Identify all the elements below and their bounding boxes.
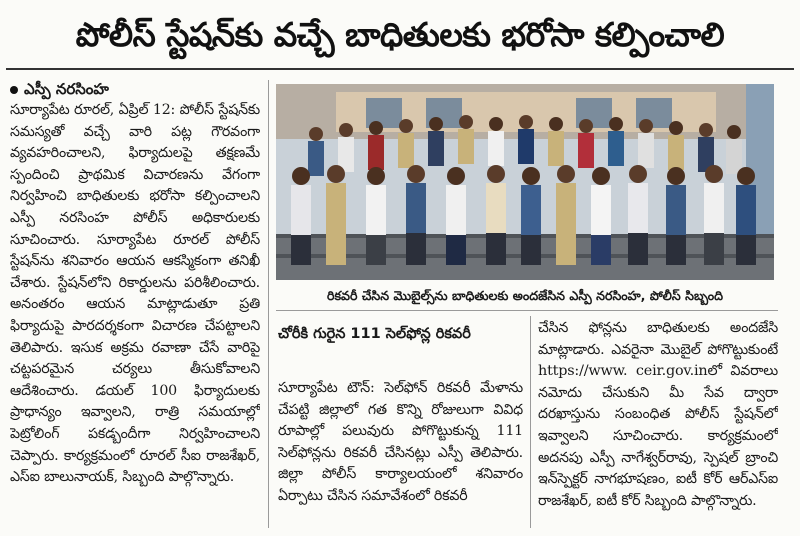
subheadline: చోరీకి గురైన 111 సెల్‌ఫోన్ల రికవరీ xyxy=(278,326,471,342)
byline-text: ఎస్పీ నరసింహ xyxy=(24,80,109,98)
headline-rule xyxy=(6,68,794,70)
news-photo xyxy=(276,84,774,280)
byline xyxy=(10,80,260,102)
photo-caption: రికవరీ చేసిన మొబైల్స్‌ను బాధితులకు అందజేసిన ఎస్పీ నరసింహ, పోలీస్ సిబ్బంది xyxy=(327,288,723,303)
column-2-text: సూర్యాపేట టౌన్: సెల్‌ఫోన్ రికవరీ మేళాను చేపట్టి జిల్లాలో గత కొన్ని రోజులుగా వివిధ రూపాల్లో పలువురు పోగొట్టుకున్న 111 సెల్‌ఫోన్లను రికవరీ చేసినట్లు ఎస్పీ తెలిపారు. జిల్లా పోలీస్ కార్యాలయంలో శనివారం ఏర్పాటు చేసిన సమావేశంలో రికవరీ xyxy=(278,380,523,504)
column-3-text-part1: చేసిన ఫోన్లను బాధితులకు అందజేసి మాట్లాడారు. ఎవరైనా మొబైల్ పోగొట్టుకుంటే xyxy=(538,320,778,358)
ceir-website-url: https://www. ceir.gov.in xyxy=(538,363,708,380)
column-1-text: సూర్యాపేట రూరల్, ఏప్రిల్ 12: పోలీస్ స్టేషన్‌కు సమస్యతో వచ్చే వారి పట్ల గౌరవంగా వ్యవహరించాలని, ఫిర్యాదులపై తక్షణమే స్పందించి ప్రాథమిక విచారణను వేగంగా నిర్వహించి బాధితులకు భరోసా కల్పించాలని ఎస్పీ నరసింహ పోలీస్ అధికారులకు సూచించారు. సూర్యాపేట రూరల్ పోలీస్ స్టేషన్‌ను శనివారం ఆయన ఆకస్మికంగా తనిఖీ చేశారు. స్టేషన్‌లోని రికార్డులను పరిశీలించారు. అనంతరం ఆయన మాట్లాడుతూ ప్రతి ఫిర్యాదుపై పారదర్శకంగా విచారణ చేపట్టాలని తెలిపారు. ఇసుక అక్రమ రవాణా చేసే వారిపై చట్టపరమైన చర్యలు తీసుకోవాలని ఆదేశించారు. డయల్ 100 ఫిర్యాదులకు ప్రాధాన్యం ఇవ్వాలని, రాత్రి సమయాల్లో పెట్రోలింగ్ పకడ్బందీగా నిర్వహించాలని చెప్పారు. కార్యక్రమంలో రూరల్ సీఐ రాజశేఖర్, ఎస్ఐ బాలునాయక్, సిబ్బంది పాల్గొన్నారు. xyxy=(10,102,260,486)
headline: పోలీస్ స్టేషన్‌కు వచ్చే బాధితులకు భరోసా కల్పించాలి xyxy=(75,15,725,54)
column-divider xyxy=(268,80,269,528)
column-3-text-part2: లో వివరాలు నమోదు చేసుకుని మీ సేవ ద్వారా దరఖాస్తును సంబంధిత పోలీస్ స్టేషన్‌లో ఇవ్వాలని సూచించారు. కార్యక్రమంలో అదనపు ఎస్పీ నాగేశ్వర్‌రావు, స్పెషల్ బ్రాంచి ఇన్‌స్పెక్టర్ నాగభూషణం, ఐటీ కోర్ ఆర్ఎస్ఐ రాజశేఖర్, ఐటీ కోర్ సిబ్బంది పాల్గొన్నారు. xyxy=(538,363,778,509)
bullet-icon xyxy=(10,86,18,94)
column-divider-2 xyxy=(530,316,531,528)
caption-rule xyxy=(276,310,778,311)
police-group-photo xyxy=(276,84,774,280)
column-3-text xyxy=(538,318,778,530)
